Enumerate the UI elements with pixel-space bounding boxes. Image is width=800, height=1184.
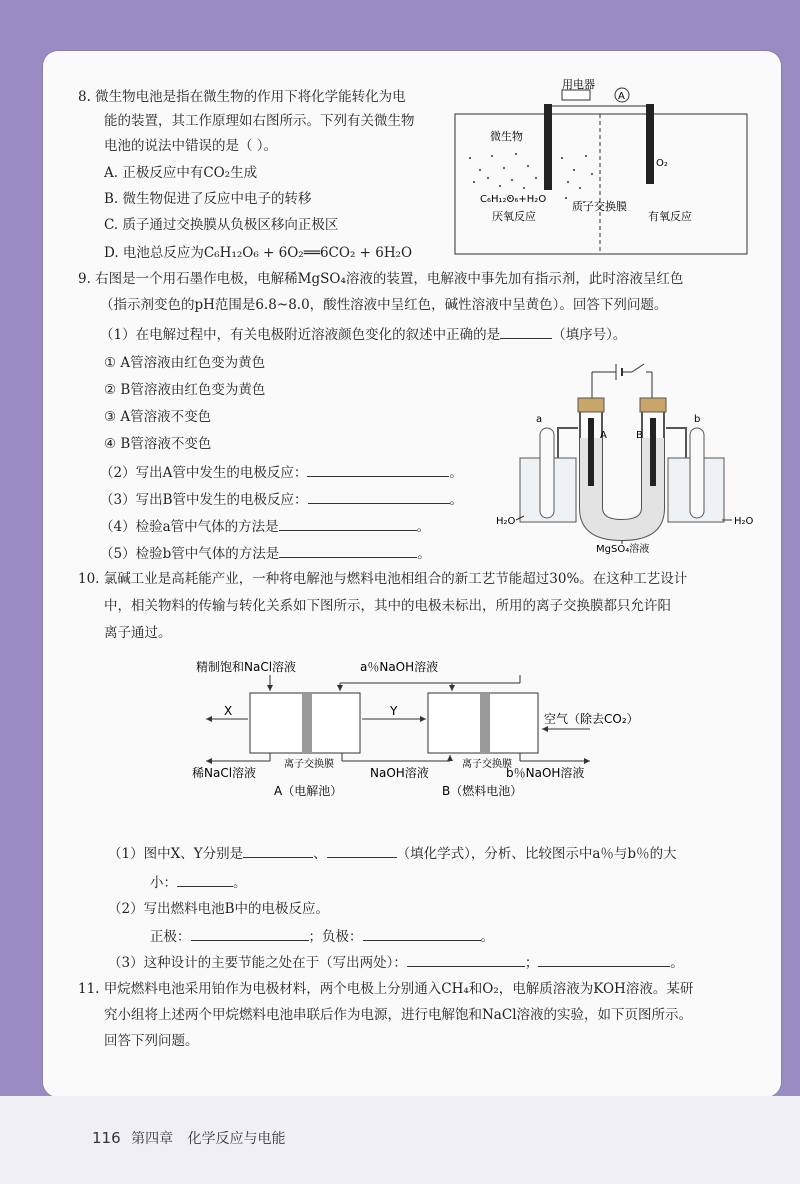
q9-sub1: （1）在电解过程中，有关电极附近溶液颜色变化的叙述中正确的是 （填序号）。 <box>100 324 626 344</box>
q10-sub3-blank-1[interactable] <box>407 952 525 967</box>
q10-naoh-a-label: a％NaOH溶液 <box>360 660 439 674</box>
q9-water-left: H₂O <box>496 516 516 527</box>
q10-sub1-line2: 小： 。 <box>150 872 247 892</box>
q11-line-2: 究小组将上述两个甲烷燃料电池串联后作为电源，进行电解饱和NaCl溶液的实验，如下页图所示。 <box>104 1007 693 1023</box>
q9-choice-2: ② B管溶液由红色变为黄色 <box>104 382 266 398</box>
q9-sub5-blank[interactable] <box>279 543 417 558</box>
q9-tube-b-label: B <box>636 430 643 441</box>
q8-membrane-label: 质子交换膜 <box>572 200 627 213</box>
q10-membrane-right: 离子交换膜 <box>462 759 512 770</box>
q9-sub5: （5）检验b管中气体的方法是 。 <box>100 543 431 563</box>
q8-glucose-label: C₆H₁₂O₆+H₂O <box>480 194 547 205</box>
q8-meter-label: A <box>618 91 625 102</box>
q9-sub2-blank[interactable] <box>307 462 449 477</box>
q9-choice-4: ④ B管溶液不变色 <box>104 436 212 452</box>
q10-sub3-blank-2[interactable] <box>538 952 670 967</box>
q9-choice-1: ① A管溶液由红色变为黄色 <box>104 355 266 371</box>
q10-air-label: 空气（除去CO₂） <box>544 712 639 726</box>
q9-line-1: 9. 右图是一个用石墨作电极，电解稀MgSO₄溶液的装置，电解液中事先加有指示剂，此时溶液呈红色 <box>78 271 684 287</box>
q10-line-1: 10. 氯碱工业是高耗能产业，一种将电解池与燃料电池相组合的新工艺节能超过30%。在这种工艺设计 <box>78 571 688 587</box>
q10-cell-b-label: B（燃料电池） <box>442 784 523 798</box>
q8-microbe-label: 微生物 <box>490 130 523 143</box>
q8-aerobic-label: 有氧反应 <box>648 210 692 223</box>
q10-naoh-label: NaOH溶液 <box>370 766 429 780</box>
q10-sub1-blank-compare[interactable] <box>177 872 233 887</box>
q10-sub2: （2）写出燃料电池B中的电极反应。 <box>108 901 330 917</box>
q8-option-b: B. 微生物促进了反应中电子的转移 <box>104 191 312 207</box>
q8-line-3: 电池的说法中错误的是（ ）。 <box>104 138 278 154</box>
q8-option-a: A. 正极反应中有CO₂生成 <box>104 165 258 181</box>
q9-line-2: （指示剂变色的pH范围是6.8~8.0，酸性溶液中呈红色，碱性溶液中呈黄色）。回答下列问题。 <box>100 297 668 313</box>
chapter-title: 化学反应与电能 <box>187 1131 286 1147</box>
q8-option-d: D. 电池总反应为C₆H₁₂O₆ + 6O₂══6CO₂ + 6H₂O <box>104 245 413 261</box>
q8-option-c: C. 质子通过交换膜从负极区移向正极区 <box>104 217 339 233</box>
q10-line-2: 中，相关物料的传输与转化关系如下图所示，其中的电极未标出，所用的离子交换膜都只允许阳 <box>104 598 671 614</box>
q9-tube-small-b: b <box>694 414 701 425</box>
q10-sub1: （1）图中X、Y分别是 、 （填化学式），分析、比较图示中a％与b％的大 <box>108 843 677 863</box>
q9-tube-a-label: A <box>600 430 607 441</box>
q11-line-1: 11. 甲烷燃料电池采用铂作为电极材料，两个电极上分别通入CH₄和O₂，电解质溶液为KOH溶液。某研 <box>78 981 694 997</box>
q9-choice-3: ③ A管溶液不变色 <box>104 409 212 425</box>
q10-process-diagram <box>190 655 650 805</box>
q10-line-3: 离子通过。 <box>104 625 172 641</box>
q9-sub3-blank[interactable] <box>308 489 450 504</box>
q9-electrolysis-diagram <box>494 358 762 554</box>
q9-water-right: H₂O <box>734 516 754 527</box>
q9-tube-small-a: a <box>536 414 543 425</box>
q8-oxygen-label: O₂ <box>656 158 668 169</box>
q10-feed-label: 精制饱和NaCl溶液 <box>196 660 297 674</box>
q10-sub2-answers: 正极： ；负极： 。 <box>150 926 494 946</box>
page-footer <box>0 1096 800 1184</box>
q10-y-label: Y <box>390 704 398 718</box>
q10-naoh-b-label: b％NaOH溶液 <box>506 766 585 780</box>
q10-sub3: （3）这种设计的主要节能之处在于（写出两处）： ； 。 <box>108 952 684 972</box>
q8-anaerobic-label: 厌氧反应 <box>492 210 536 223</box>
q8-device-label: 用电器 <box>562 78 595 91</box>
q9-solution-label: MgSO₄溶液 <box>596 544 650 554</box>
q11-line-3: 回答下列问题。 <box>104 1033 199 1049</box>
q9-sub4-blank[interactable] <box>279 516 417 531</box>
q10-sub1-blank-y[interactable] <box>327 843 397 858</box>
q8-line-2: 能的装置，其工作原理如右图所示。下列有关微生物 <box>104 113 415 129</box>
q9-sub1-blank[interactable] <box>500 324 552 339</box>
q10-sub2-blank-positive[interactable] <box>191 926 309 941</box>
q10-membrane-left: 离子交换膜 <box>284 759 334 770</box>
q8-line-1: 8. 微生物电池是指在微生物的作用下将化学能转化为电 <box>78 89 406 105</box>
page-number: 116 <box>92 1129 121 1147</box>
q10-sub2-blank-negative[interactable] <box>363 926 481 941</box>
q10-x-label: X <box>224 704 233 718</box>
q10-cell-a-label: A（电解池） <box>274 784 343 798</box>
chapter-label: 第四章 <box>131 1131 174 1147</box>
q10-sub1-blank-x[interactable] <box>243 843 313 858</box>
footer-text <box>92 1128 286 1148</box>
q9-sub2: （2）写出A管中发生的电极反应： 。 <box>100 462 463 482</box>
q9-sub3: （3）写出B管中发生的电极反应： 。 <box>100 489 463 509</box>
q10-dilute-nacl: 稀NaCl溶液 <box>192 766 257 780</box>
q9-sub4: （4）检验a管中气体的方法是 。 <box>100 516 430 536</box>
q8-microbial-cell-diagram <box>450 78 750 258</box>
